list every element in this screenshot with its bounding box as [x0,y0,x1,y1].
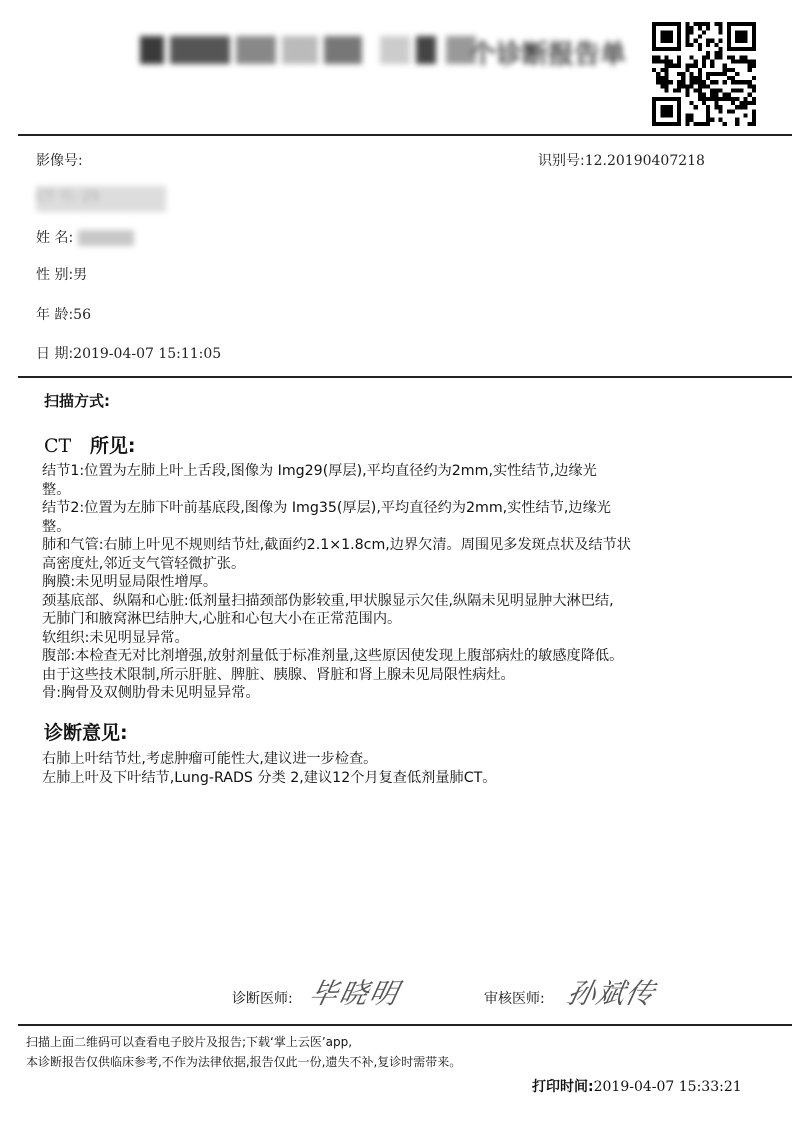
findings-heading [44,431,135,458]
age-field [36,304,91,324]
name-value-redacted [78,230,134,246]
qr-code-icon[interactable] [652,22,756,126]
findings-line: 骨:胸骨及双侧肋骨未见明显异常。 [42,685,260,701]
reviewer-label: 审核医师: [484,991,545,1007]
diagnosis-body [42,750,772,787]
findings-line: 颈基底部、纵隔和心脏:低剂量扫描颈部伪影较重,甲状腺显示欠佳,纵隔未见明显肿大淋巴结, [42,592,614,609]
print-time-value: 2019-04-07 15:33:21 [593,1079,742,1095]
image-no-label: 影像号: [36,153,83,169]
doctor-signature: 毕晓明 [306,977,404,1010]
findings-line: 结节2:位置为左肺下叶前基底段,图像为 Img35(厚层),平均直径约为2mm,实性结节,边缘光 [42,500,611,516]
id-field [538,150,705,170]
findings-line: 腹部:本检查无对比剂增强,放射剂量低于标准剂量,这些原因使发现上腹部病灶的敏感度降低。 [42,648,624,664]
diagnosis-heading: 诊断意见: [44,722,128,744]
name-field [36,227,134,247]
report-title-text: 个诊断报告单 [470,40,627,70]
report-title [140,30,627,70]
findings-line: 软组织:未见明显异常。 [42,629,189,646]
footer-rule [18,1024,792,1026]
findings-line: 由于这些技术限制,所示肝脏、脾脏、胰腺、肾脏和肾上腺未见局限性病灶。 [42,666,515,683]
print-time [532,1076,742,1096]
findings-body [42,462,772,703]
date-value: 2019-04-07 15:11:05 [73,346,222,362]
ct-no-field [36,186,166,212]
gender-label: 性 别: [36,267,74,283]
scan-method-label: 扫描方式: [44,392,110,410]
date-label: 日 期: [36,346,74,362]
gender-value: 男 [73,267,88,283]
findings-heading-prefix: CT [44,435,72,457]
gender-field [36,264,87,284]
findings-line: 无肺门和腋窝淋巴结肿大,心脏和心包大小在正常范围内。 [42,611,402,627]
findings-line: 整。 [42,481,71,498]
age-label: 年 龄: [36,307,74,323]
findings-line: 整。 [42,518,71,535]
diagnosis-line: 右肺上叶结节灶,考虑肿瘤可能性大,建议进一步检查。 [42,751,378,767]
age-value: 56 [73,307,91,323]
findings-line: 结节1:位置为左肺上叶上舌段,图像为 Img29(厚层),平均直径约为2mm,实性结节,边缘光 [42,463,597,479]
diagnosis-line: 左肺上叶及下叶结节,Lung-RADS 分类 2,建议12个月复查低剂量肺CT。 [42,769,497,786]
reviewer-signature: 孙斌传 [564,977,659,1010]
ct-no-value: CT 号: 25 [36,189,100,205]
findings-line: 肺和气管:右肺上叶见不规则结节灶,截面约2.1×1.8cm,边界欠清。周围见多发斑点状及结节状 [42,537,631,553]
name-label: 姓 名: [36,230,74,246]
header-bottom-rule [18,376,792,378]
id-value: 12.20190407218 [584,153,705,169]
header-top-rule [18,134,792,136]
doctor-label: 诊断医师: [232,991,293,1007]
id-label: 识别号: [538,153,585,169]
findings-line: 高密度灶,邻近支气管轻微扩张。 [42,555,246,572]
footer-line-2: 本诊断报告仅供临床参考,不作为法律依据,报告仅此一份,遗失不补,复诊时需带来。 [26,1055,462,1069]
date-field [36,343,221,363]
findings-line: 胸膜:未见明显局限性增厚。 [42,574,218,590]
print-time-label: 打印时间: [532,1079,594,1095]
findings-heading-text: 所见: [89,435,136,457]
footer-line-1: 扫描上面二维码可以查看电子胶片及报告;下载‘掌上云医’app, [26,1035,353,1049]
